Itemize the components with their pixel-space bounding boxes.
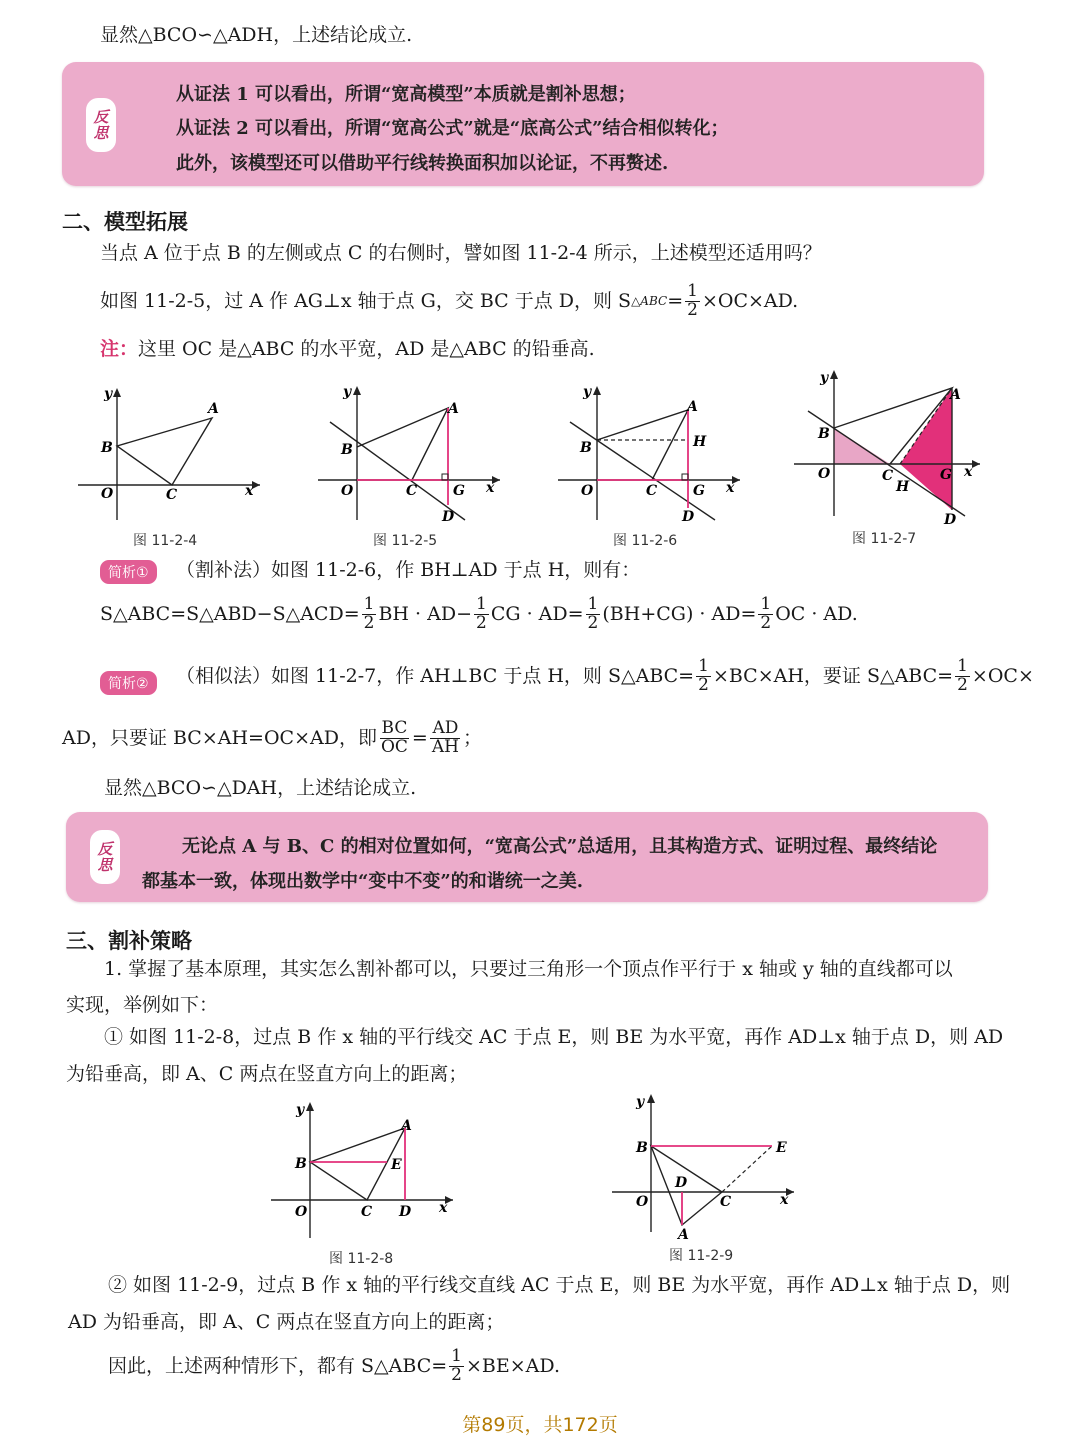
figure-11-2-8	[265, 1096, 465, 1246]
svg-text:A: A	[950, 387, 961, 403]
figure-11-2-5	[310, 380, 510, 525]
formula-line: 如图 11-2-5，过 A 作 AG⊥x 轴于点 G，交 BC 于点 D，则 S △ABC = $\frac{1}{2}$ ×OC×AD.	[100, 281, 799, 320]
figure-caption: 图 11-2-5	[373, 533, 438, 549]
text-line: 为铅垂高，即 A、C 两点在竖直方向上的距离；	[66, 1063, 468, 1085]
svg-text:E: E	[776, 1140, 787, 1156]
reflection-seal: 反 思	[90, 830, 120, 884]
svg-text:D: D	[399, 1204, 412, 1220]
svg-text:C: C	[406, 483, 418, 499]
analysis-badge: 简析②	[100, 671, 157, 695]
section-heading: 二、模型拓展	[62, 210, 188, 234]
svg-text:O: O	[295, 1204, 308, 1220]
svg-text:D: D	[675, 1175, 688, 1191]
figure-caption: 图 11-2-8	[329, 1251, 394, 1267]
formula-line: （相似法）如图 11-2-7，作 AH⊥BC 于点 H，则 S△ABC= $\frac{1}{2}$ ×BC×AH，要证 S△ABC= $\frac{1}{2}$ ×OC×	[176, 656, 1034, 695]
reflection-line: 此外，该模型还可以借助平行线转换面积加以论证，不再赘述.	[176, 153, 669, 174]
svg-text:D: D	[944, 512, 957, 526]
reflection-seal: 反 思	[86, 98, 116, 152]
svg-text:H: H	[693, 434, 707, 450]
text-line: （割补法）如图 11-2-6，作 BH⊥AD 于点 H，则有：	[176, 559, 641, 581]
text-line: 当点 A 位于点 B 的左侧或点 C 的右侧时，譬如图 11-2-4 所示，上述模型还适用吗？	[100, 242, 822, 264]
svg-text:E: E	[391, 1157, 402, 1173]
svg-text:B: B	[580, 440, 592, 456]
text-line: 显然△BCO∽△DAH，上述结论成立.	[104, 777, 417, 799]
figure-11-2-4	[70, 380, 270, 525]
svg-text:B: B	[341, 442, 353, 458]
svg-text:O: O	[341, 483, 354, 499]
section-heading: 三、割补策略	[66, 929, 192, 953]
svg-text:A: A	[678, 1227, 689, 1240]
svg-text:y: y	[296, 1102, 305, 1118]
svg-text:C: C	[646, 483, 658, 499]
figure-caption: 图 11-2-4	[133, 533, 198, 549]
svg-text:y: y	[636, 1094, 645, 1110]
svg-text:G: G	[940, 467, 952, 483]
formula-line: 因此，上述两种情形下，都有 S△ABC= $\frac{1}{2}$ ×BE×AD.	[108, 1346, 560, 1385]
svg-text:O: O	[101, 486, 114, 502]
svg-text:B: B	[818, 426, 830, 442]
text-line: ① 如图 11-2-8，过点 B 作 x 轴的平行线交 AC 于点 E，则 BE 为水平宽，再作 AD⊥x 轴于点 D，则 AD	[104, 1026, 1004, 1048]
figure-11-2-7	[790, 366, 990, 526]
note-line: 注：这里 OC 是△ABC 的水平宽，AD 是△ABC 的铅垂高.	[100, 338, 595, 360]
text-line: AD 为铅垂高，即 A、C 两点在竖直方向上的距离；	[68, 1311, 505, 1333]
svg-text:O: O	[818, 466, 831, 482]
text-line: ② 如图 11-2-9，过点 B 作 x 轴的平行线交直线 AC 于点 E，则 BE 为水平宽，再作 AD⊥x 轴于点 D，则	[108, 1274, 1011, 1296]
reflection-line: 从证法 2 可以看出，所谓“宽高公式”就是“底高公式”结合相似转化；	[176, 118, 729, 139]
figure-caption: 图 11-2-9	[669, 1248, 734, 1264]
reflection-line: 都基本一致，体现出数学中“变中不变”的和谐统一之美.	[142, 871, 583, 892]
svg-text:D: D	[682, 509, 695, 525]
svg-text:C: C	[361, 1204, 373, 1220]
svg-text:A: A	[401, 1118, 412, 1134]
svg-text:A: A	[687, 399, 698, 415]
reflection-line: 从证法 1 可以看出，所谓“宽高模型”本质就是割补思想；	[176, 84, 636, 105]
svg-text:G: G	[693, 483, 705, 499]
svg-text:G: G	[453, 483, 465, 499]
reflection-box	[62, 62, 984, 186]
svg-text:C: C	[882, 468, 894, 484]
svg-text:B: B	[295, 1156, 307, 1172]
text-line: 显然△BCO∽△ADH，上述结论成立.	[100, 24, 413, 46]
svg-text:x: x	[439, 1200, 448, 1216]
svg-text:A: A	[448, 401, 459, 417]
analysis-badge: 简析①	[100, 560, 157, 584]
svg-text:O: O	[636, 1194, 649, 1210]
svg-text:D: D	[442, 509, 455, 525]
svg-text:H: H	[896, 479, 910, 495]
svg-text:x: x	[780, 1192, 789, 1208]
figure-caption: 图 11-2-6	[613, 533, 678, 549]
svg-text:C: C	[166, 487, 178, 503]
axis-label: x	[245, 483, 254, 499]
svg-text:B: B	[101, 440, 113, 456]
figure-11-2-9	[606, 1090, 806, 1240]
svg-text:A: A	[208, 401, 219, 417]
svg-text:x: x	[964, 464, 973, 480]
svg-text:y: y	[583, 384, 592, 400]
reflection-line: 无论点 A 与 B、C 的相对位置如何，“宽高公式”总适用，且其构造方式、证明过程、最终结论	[182, 836, 938, 857]
svg-text:x: x	[726, 480, 735, 496]
formula-line: S△ABC=S△ABD−S△ACD= $\frac{1}{2}$ BH · AD− $\frac{1}{2}$ CG · AD= $\frac{1}{2}$ (BH+CG) · AD= $\frac{1}{2}$ OC · AD.	[100, 594, 858, 633]
svg-text:y: y	[343, 384, 352, 400]
svg-text:B: B	[636, 1140, 648, 1156]
svg-text:y: y	[820, 370, 829, 386]
svg-text:x: x	[486, 480, 495, 496]
svg-text:C: C	[720, 1194, 732, 1210]
page-indicator: 第89页，共172页	[462, 1414, 618, 1436]
svg-text:O: O	[581, 483, 594, 499]
formula-line: AD，只要证 BC×AH=OC×AD，即 $\frac{BC}{OC}$ = $\frac{AD}{AH}$ ；	[62, 718, 482, 757]
figure-caption: 图 11-2-7	[852, 531, 917, 547]
text-line: 1. 掌握了基本原理，其实怎么割补都可以，只要过三角形一个顶点作平行于 x 轴或 y 轴的直线都可以	[104, 958, 953, 980]
reflection-box	[66, 812, 988, 902]
text-line: 实现，举例如下：	[66, 994, 219, 1016]
axis-label: y	[104, 386, 113, 402]
figure-11-2-6	[550, 380, 750, 525]
